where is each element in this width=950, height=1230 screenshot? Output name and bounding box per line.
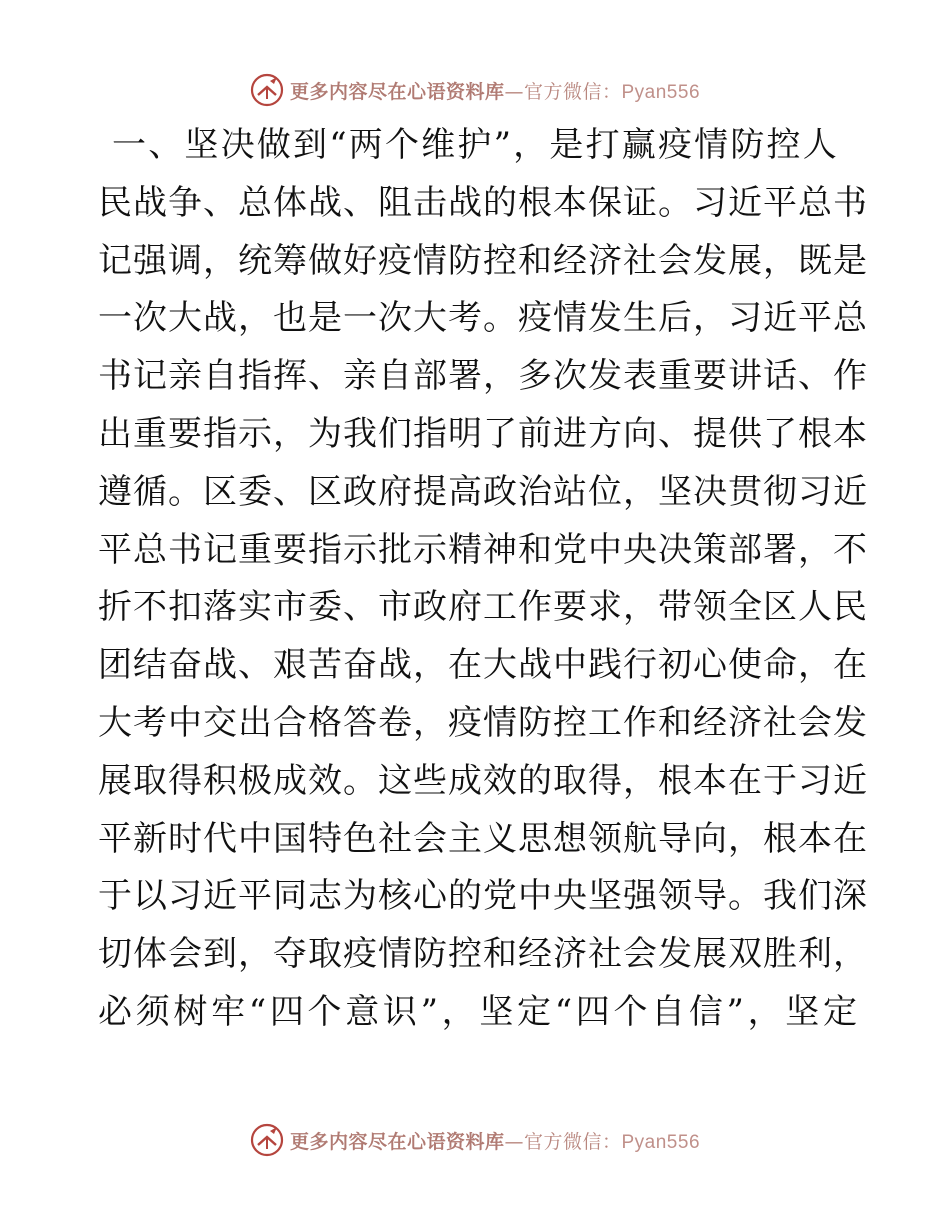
header-watermark xyxy=(0,70,950,110)
watermark-site-name: 更多内容尽在心语资料库 xyxy=(289,80,505,103)
red-book-pen-logo-icon xyxy=(250,73,284,107)
footer-watermark xyxy=(0,1120,950,1160)
paragraph-line: 一次大战，也是一次大考。疫情发生后，习近平总 xyxy=(98,298,868,339)
paragraph-line: 于以习近平同志为核心的党中央坚强领导。我们深 xyxy=(98,876,868,917)
paragraph-line: 出重要指示，为我们指明了前进方向、提供了根本 xyxy=(98,413,868,454)
document-body xyxy=(98,117,868,1042)
paragraph-line: 切体会到，夺取疫情防控和经济社会发展双胜利， xyxy=(98,934,868,975)
paragraph-line: 平总书记重要指示批示精神和党中央决策部署，不 xyxy=(98,529,868,570)
watermark-label: —官方微信： xyxy=(504,1130,622,1153)
watermark-wechat-id: Pyan556 xyxy=(621,81,701,103)
paragraph-line: 平新时代中国特色社会主义思想领航导向，根本在 xyxy=(98,818,868,859)
paragraph-line: 团结奋战、艰苦奋战，在大战中践行初心使命，在 xyxy=(98,645,868,686)
paragraph-line: 展取得积极成效。这些成效的取得，根本在于习近 xyxy=(98,760,868,801)
paragraph-line: 必须树牢“四个意识”，坚定“四个自信”，坚定 xyxy=(98,991,858,1032)
paragraph-line: 折不扣落实市委、市政府工作要求，带领全区人民 xyxy=(98,587,868,628)
paragraph-line: 一、坚决做到“两个维护”，是打赢疫情防控人 xyxy=(112,125,839,165)
paragraph-line: 遵循。区委、区政府提高政治站位，坚决贯彻习近 xyxy=(98,471,868,512)
watermark-wechat-id: Pyan556 xyxy=(621,1131,701,1153)
paragraph-line: 书记亲自指挥、亲自部署，多次发表重要讲话、作 xyxy=(98,356,868,397)
paragraph-line: 民战争、总体战、阻击战的根本保证。习近平总书 xyxy=(98,182,868,223)
watermark-label: —官方微信： xyxy=(504,80,622,103)
watermark-site-name: 更多内容尽在心语资料库 xyxy=(289,1130,505,1153)
red-book-pen-logo-icon xyxy=(250,1123,284,1157)
paragraph-line: 大考中交出合格答卷，疫情防控工作和经济社会发 xyxy=(98,702,868,743)
paragraph-line: 记强调，统筹做好疫情防控和经济社会发展，既是 xyxy=(98,240,868,281)
